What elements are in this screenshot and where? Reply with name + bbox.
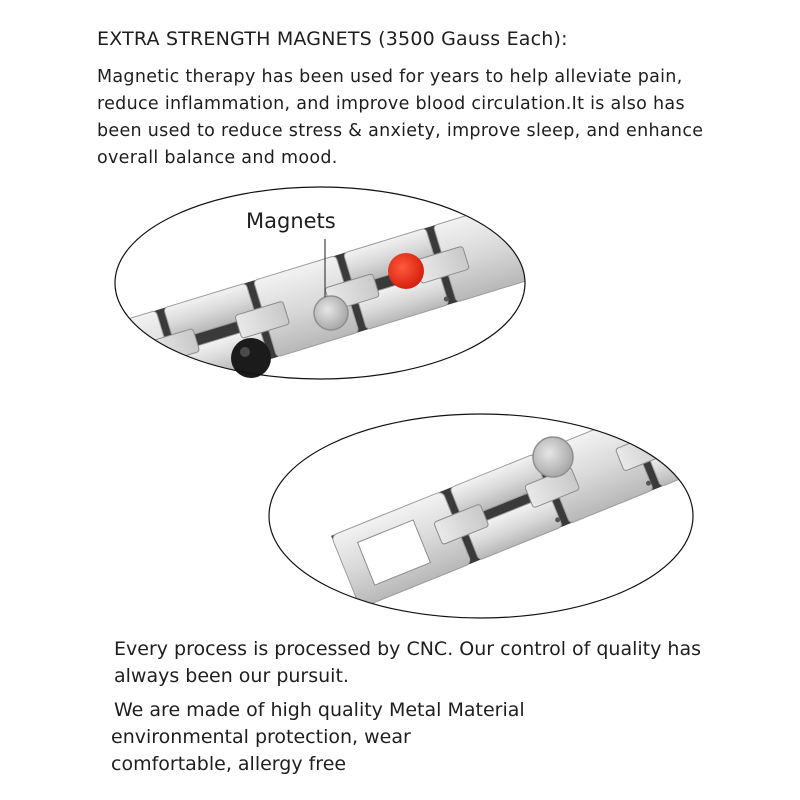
page-heading: EXTRA STRENGTH MAGNETS (3500 Gauss Each): [97, 28, 568, 50]
material-line: environmental protection, wear [111, 726, 411, 748]
material-line: We are made of high quality Metal Material [114, 699, 525, 721]
grey-magnet-icon [533, 437, 573, 477]
bottom-closeup [269, 392, 716, 618]
intro-line: reduce inflammation, and improve blood circulation.It is also has [97, 94, 685, 114]
magnets-label: Magnets [246, 209, 336, 233]
material-line: comfortable, allergy free [111, 753, 347, 775]
intro-line: Magnetic therapy has been used for years to help alleviate pain, [97, 67, 683, 87]
material-paragraph [111, 697, 525, 778]
grey-magnet-icon [314, 296, 348, 330]
cnc-paragraph [114, 636, 701, 690]
red-magnet-icon [388, 253, 424, 289]
black-magnet-icon [231, 338, 271, 378]
cnc-line: Every process is processed by CNC. Our control of quality has [114, 638, 701, 660]
cnc-line: always been our pursuit. [114, 665, 349, 687]
intro-line: been used to reduce stress & anxiety, improve sleep, and enhance [97, 121, 704, 141]
intro-line: overall balance and mood. [97, 148, 338, 168]
